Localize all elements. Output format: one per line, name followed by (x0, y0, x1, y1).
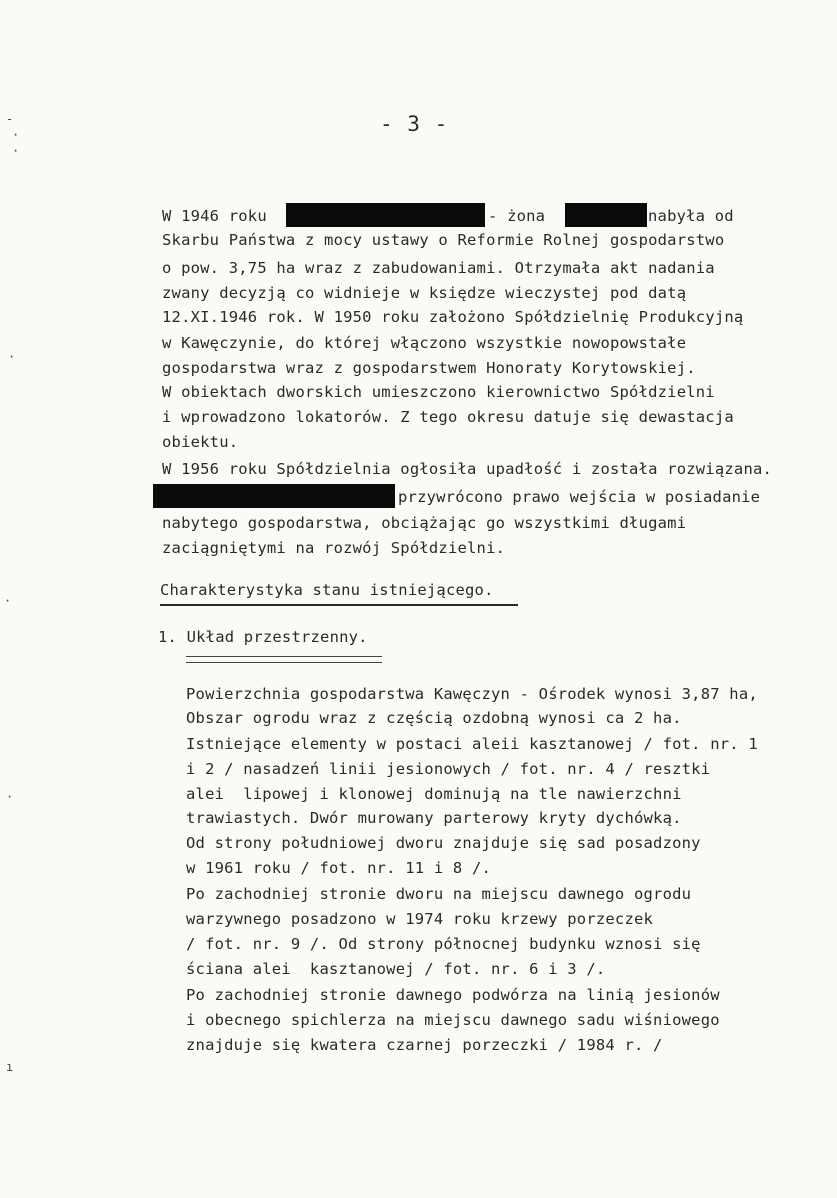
page-number: - 3 - (380, 112, 449, 136)
margin-mark: · (12, 144, 20, 158)
intro-line: w Kawęczynie, do której włączono wszystkie nowopowstałe (162, 334, 687, 352)
intro-line: i wprowadzono lokatorów. Z tego okresu datuje się dewastacja (162, 408, 734, 426)
subsection-double-underline (186, 656, 382, 663)
intro-line-1c: nabyła od (648, 207, 734, 225)
intro-line: 12.XI.1946 rok. W 1950 roku założono Spółdzielnię Produkcyjną (162, 308, 744, 326)
margin-mark: - (6, 112, 14, 126)
body-line: Po zachodniej stronie dworu na miejscu dawnego ogrodu (186, 885, 692, 903)
margin-mark: ı (6, 1060, 14, 1074)
body-line: Od strony południowej dworu znajduje się sad posadzony (186, 834, 701, 852)
margin-mark: · (6, 790, 14, 804)
intro-redacted-line-tail: przywrócono prawo wejścia w posiadanie (398, 488, 761, 506)
section-heading: Charakterystyka stanu istniejącego. (160, 581, 494, 599)
body-line: znajduje się kwatera czarnej porzeczki / 1984 r. / (186, 1036, 663, 1054)
margin-mark: · (8, 350, 16, 364)
intro-line: Skarbu Państwa z mocy ustawy o Reformie Rolnej gospodarstwo (162, 231, 725, 249)
intro-line: obiektu. (162, 433, 239, 451)
body-line: ściana alei kasztanowej / fot. nr. 6 i 3 /. (186, 960, 606, 978)
intro-line: W obiektach dworskich umieszczono kierownictwo Spółdzielni (162, 383, 715, 401)
intro-line-1b: - żona (488, 207, 546, 225)
intro-line: zwany decyzją co widnieje w księdze wieczystej pod datą (162, 284, 687, 302)
body-line: w 1961 roku / fot. nr. 11 i 8 /. (186, 859, 492, 877)
body-line: alei lipowej i klonowej dominują na tle nawierzchni (186, 785, 682, 803)
redaction-box (565, 203, 647, 227)
body-line: i 2 / nasadzeń linii jesionowych / fot. nr. 4 / resztki (186, 760, 711, 778)
intro-line-1a: W 1946 roku (162, 207, 267, 225)
intro-line: W 1956 roku Spółdzielnia ogłosiła upadłość i została rozwiązana. (162, 460, 773, 478)
intro-line: nabytego gospodarstwa, obciążając go wszystkimi długami (162, 514, 687, 532)
body-line: Obszar ogrodu wraz z częścią ozdobną wynosi ca 2 ha. (186, 709, 682, 727)
body-line: Powierzchnia gospodarstwa Kawęczyn - Ośrodek wynosi 3,87 ha, (186, 685, 758, 703)
section-heading-underline (160, 604, 518, 606)
subsection-heading: 1. Układ przestrzenny. (158, 628, 368, 646)
intro-line: o pow. 3,75 ha wraz z zabudowaniami. Otrzymała akt nadania (162, 259, 715, 277)
redaction-box (286, 203, 485, 227)
body-line: Po zachodniej stronie dawnego podwórza na linią jesionów (186, 986, 720, 1004)
body-line: / fot. nr. 9 /. Od strony północnej budynku wznosi się (186, 935, 701, 953)
body-line: trawiastych. Dwór murowany parterowy kryty dychówką. (186, 809, 682, 827)
intro-line: zaciągniętymi na rozwój Spółdzielni. (162, 539, 506, 557)
redaction-box (153, 484, 395, 508)
intro-line: gospodarstwa wraz z gospodarstwem Honoraty Korytowskiej. (162, 359, 696, 377)
body-line: i obecnego spichlerza na miejscu dawnego sadu wiśniowego (186, 1011, 720, 1029)
margin-mark: · (12, 128, 20, 142)
margin-mark: · (4, 594, 12, 608)
body-line: Istniejące elementy w postaci aleii kasztanowej / fot. nr. 1 (186, 735, 758, 753)
body-line: warzywnego posadzono w 1974 roku krzewy porzeczek (186, 910, 654, 928)
